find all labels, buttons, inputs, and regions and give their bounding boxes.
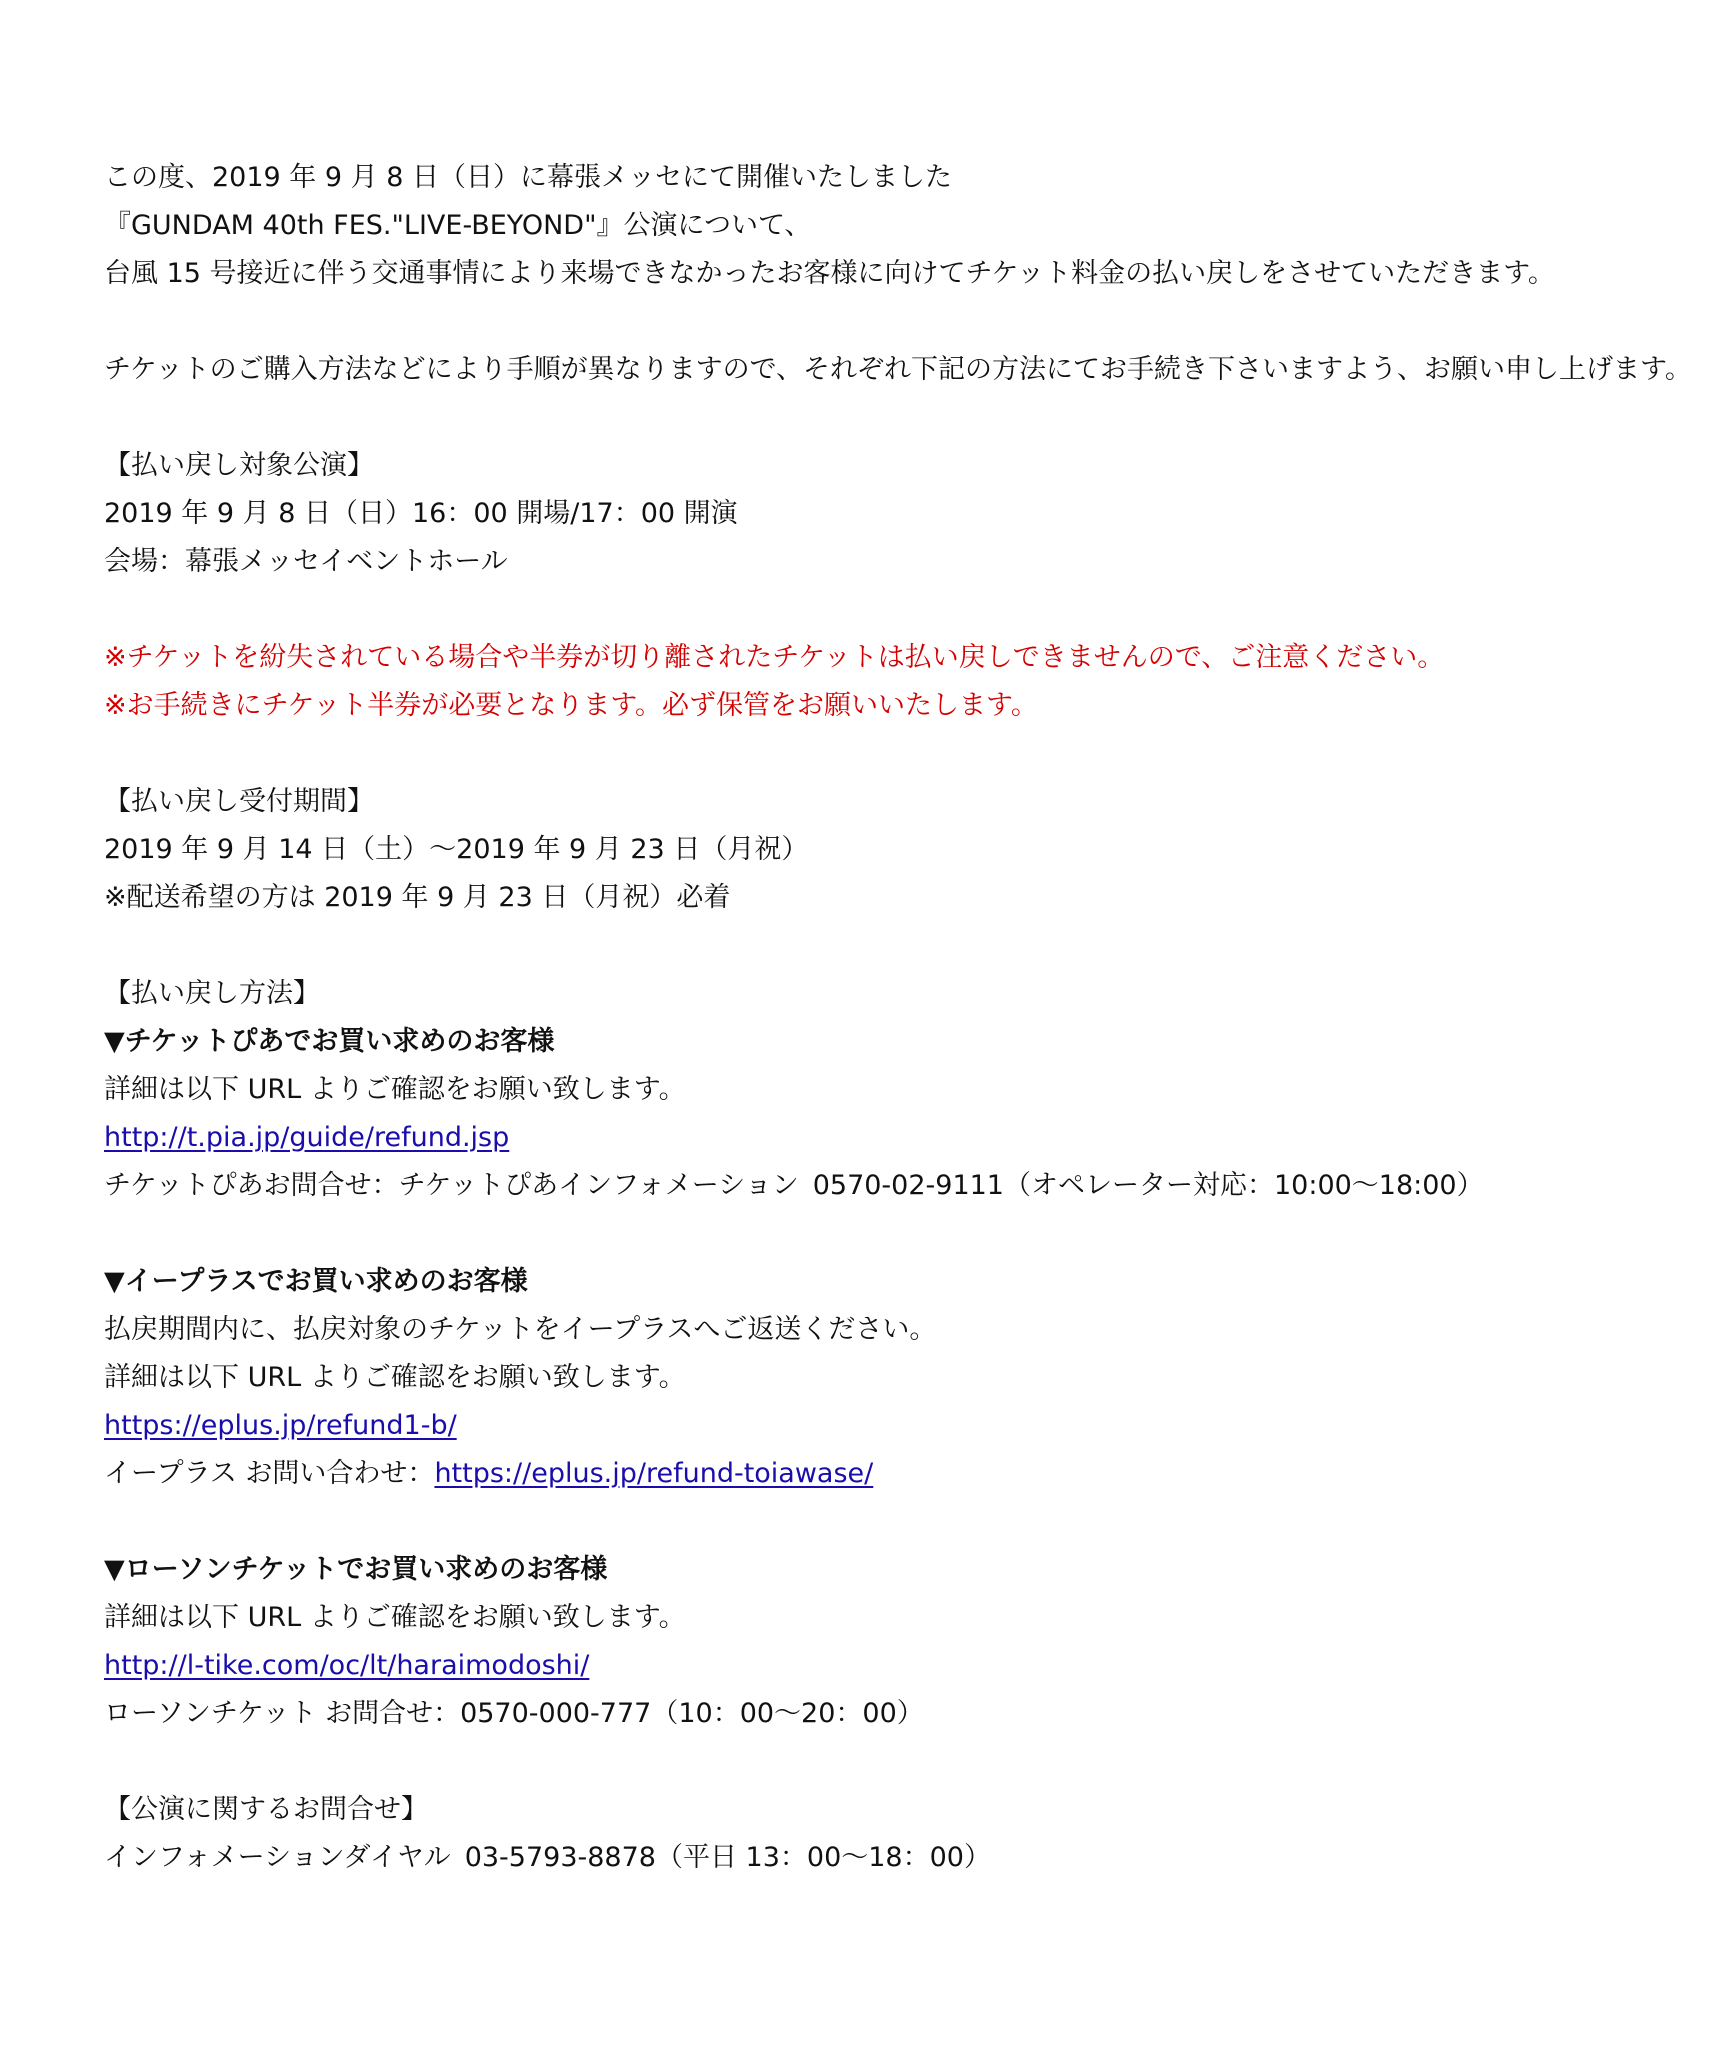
spacer [104,394,1664,442]
spacer [104,1738,1664,1786]
target-venue: 会場：幕張メッセイベントホール [104,546,508,577]
lawson-contact: ローソンチケット お問合せ：0570-000-777（10：00～20：00） [104,1698,924,1729]
notice-document [104,154,1692,1882]
pia-contact-label: チケットぴあお問合せ：チケットぴあインフォメーション [104,1170,799,1201]
eplus-contact [104,1450,1664,1498]
pia-detail: 詳細は以下 URL よりご確認をお願い致します。 [104,1074,686,1105]
spacer [104,1498,1664,1546]
spacer [104,1210,1664,1258]
period-range: 2019 年 9 月 14 日（土）～2019 年 9 月 23 日（月祝） [104,834,809,865]
pia-refund-link[interactable]: http://t.pia.jp/guide/refund.jsp [104,1122,510,1153]
spacer [104,922,1664,970]
spacer [104,730,1664,778]
target-heading: 【払い戻し対象公演】 [104,450,374,481]
eplus-section-title: ▼イープラスでお買い求めのお客様 [104,1266,528,1297]
inquiry-heading: 【公演に関するお問合せ】 [104,1794,428,1825]
pia-contact-phone: 0570-02-9111（オペレーター対応：10:00～18:00） [812,1170,1484,1201]
inquiry-label: インフォメーションダイヤル [104,1842,451,1873]
pia-section-title: ▼チケットぴあでお買い求めのお客様 [104,1026,555,1057]
period-delivery-note: ※配送希望の方は 2019 年 9 月 23 日（月祝）必着 [104,882,731,913]
lawson-section-title: ▼ローソンチケットでお買い求めのお客様 [104,1554,608,1585]
intro-line-4: チケットのご購入方法などにより手順が異なりますので、それぞれ下記の方法にてお手続き下さいますよう、お願い申し上げます。 [104,354,1692,385]
eplus-detail: 詳細は以下 URL よりご確認をお願い致します。 [104,1362,686,1393]
spacer [104,586,1664,634]
eplus-refund-link[interactable]: https://eplus.jp/refund1-b/ [104,1410,457,1441]
eplus-contact-label: イープラス お問い合わせ： [104,1458,435,1489]
warning-note-2: ※お手続きにチケット半券が必要となります。必ず保管をお願いいたします。 [104,690,1038,721]
lawson-refund-link[interactable]: http://l-tike.com/oc/lt/haraimodoshi/ [104,1650,590,1681]
method-heading: 【払い戻し方法】 [104,978,320,1009]
pia-contact [104,1162,1664,1210]
eplus-contact-link[interactable]: https://eplus.jp/refund-toiawase/ [434,1458,874,1489]
spacer [104,298,1664,346]
intro-line-3: 台風 15 号接近に伴う交通事情により来場できなかったお客様に向けてチケット料金の払い戻しをさせていただきます。 [104,258,1555,289]
eplus-instruction: 払戻期間内に、払戻対象のチケットをイープラスへご返送ください。 [104,1314,937,1345]
inquiry-contact [104,1834,1664,1882]
warning-note-1: ※チケットを紛失されている場合や半券が切り離されたチケットは払い戻しできませんので、ご注意ください。 [104,642,1445,673]
intro-line-2: 『GUNDAM 40th FES."LIVE-BEYOND"』公演について、 [104,210,812,241]
intro-line-1: この度、2019 年 9 月 8 日（日）に幕張メッセにて開催いたしました [104,162,952,193]
target-datetime: 2019 年 9 月 8 日（日）16：00 開場/17：00 開演 [104,498,738,529]
lawson-detail: 詳細は以下 URL よりご確認をお願い致します。 [104,1602,686,1633]
inquiry-phone: 03-5793-8878（平日 13：00～18：00） [464,1842,991,1873]
period-heading: 【払い戻し受付期間】 [104,786,374,817]
